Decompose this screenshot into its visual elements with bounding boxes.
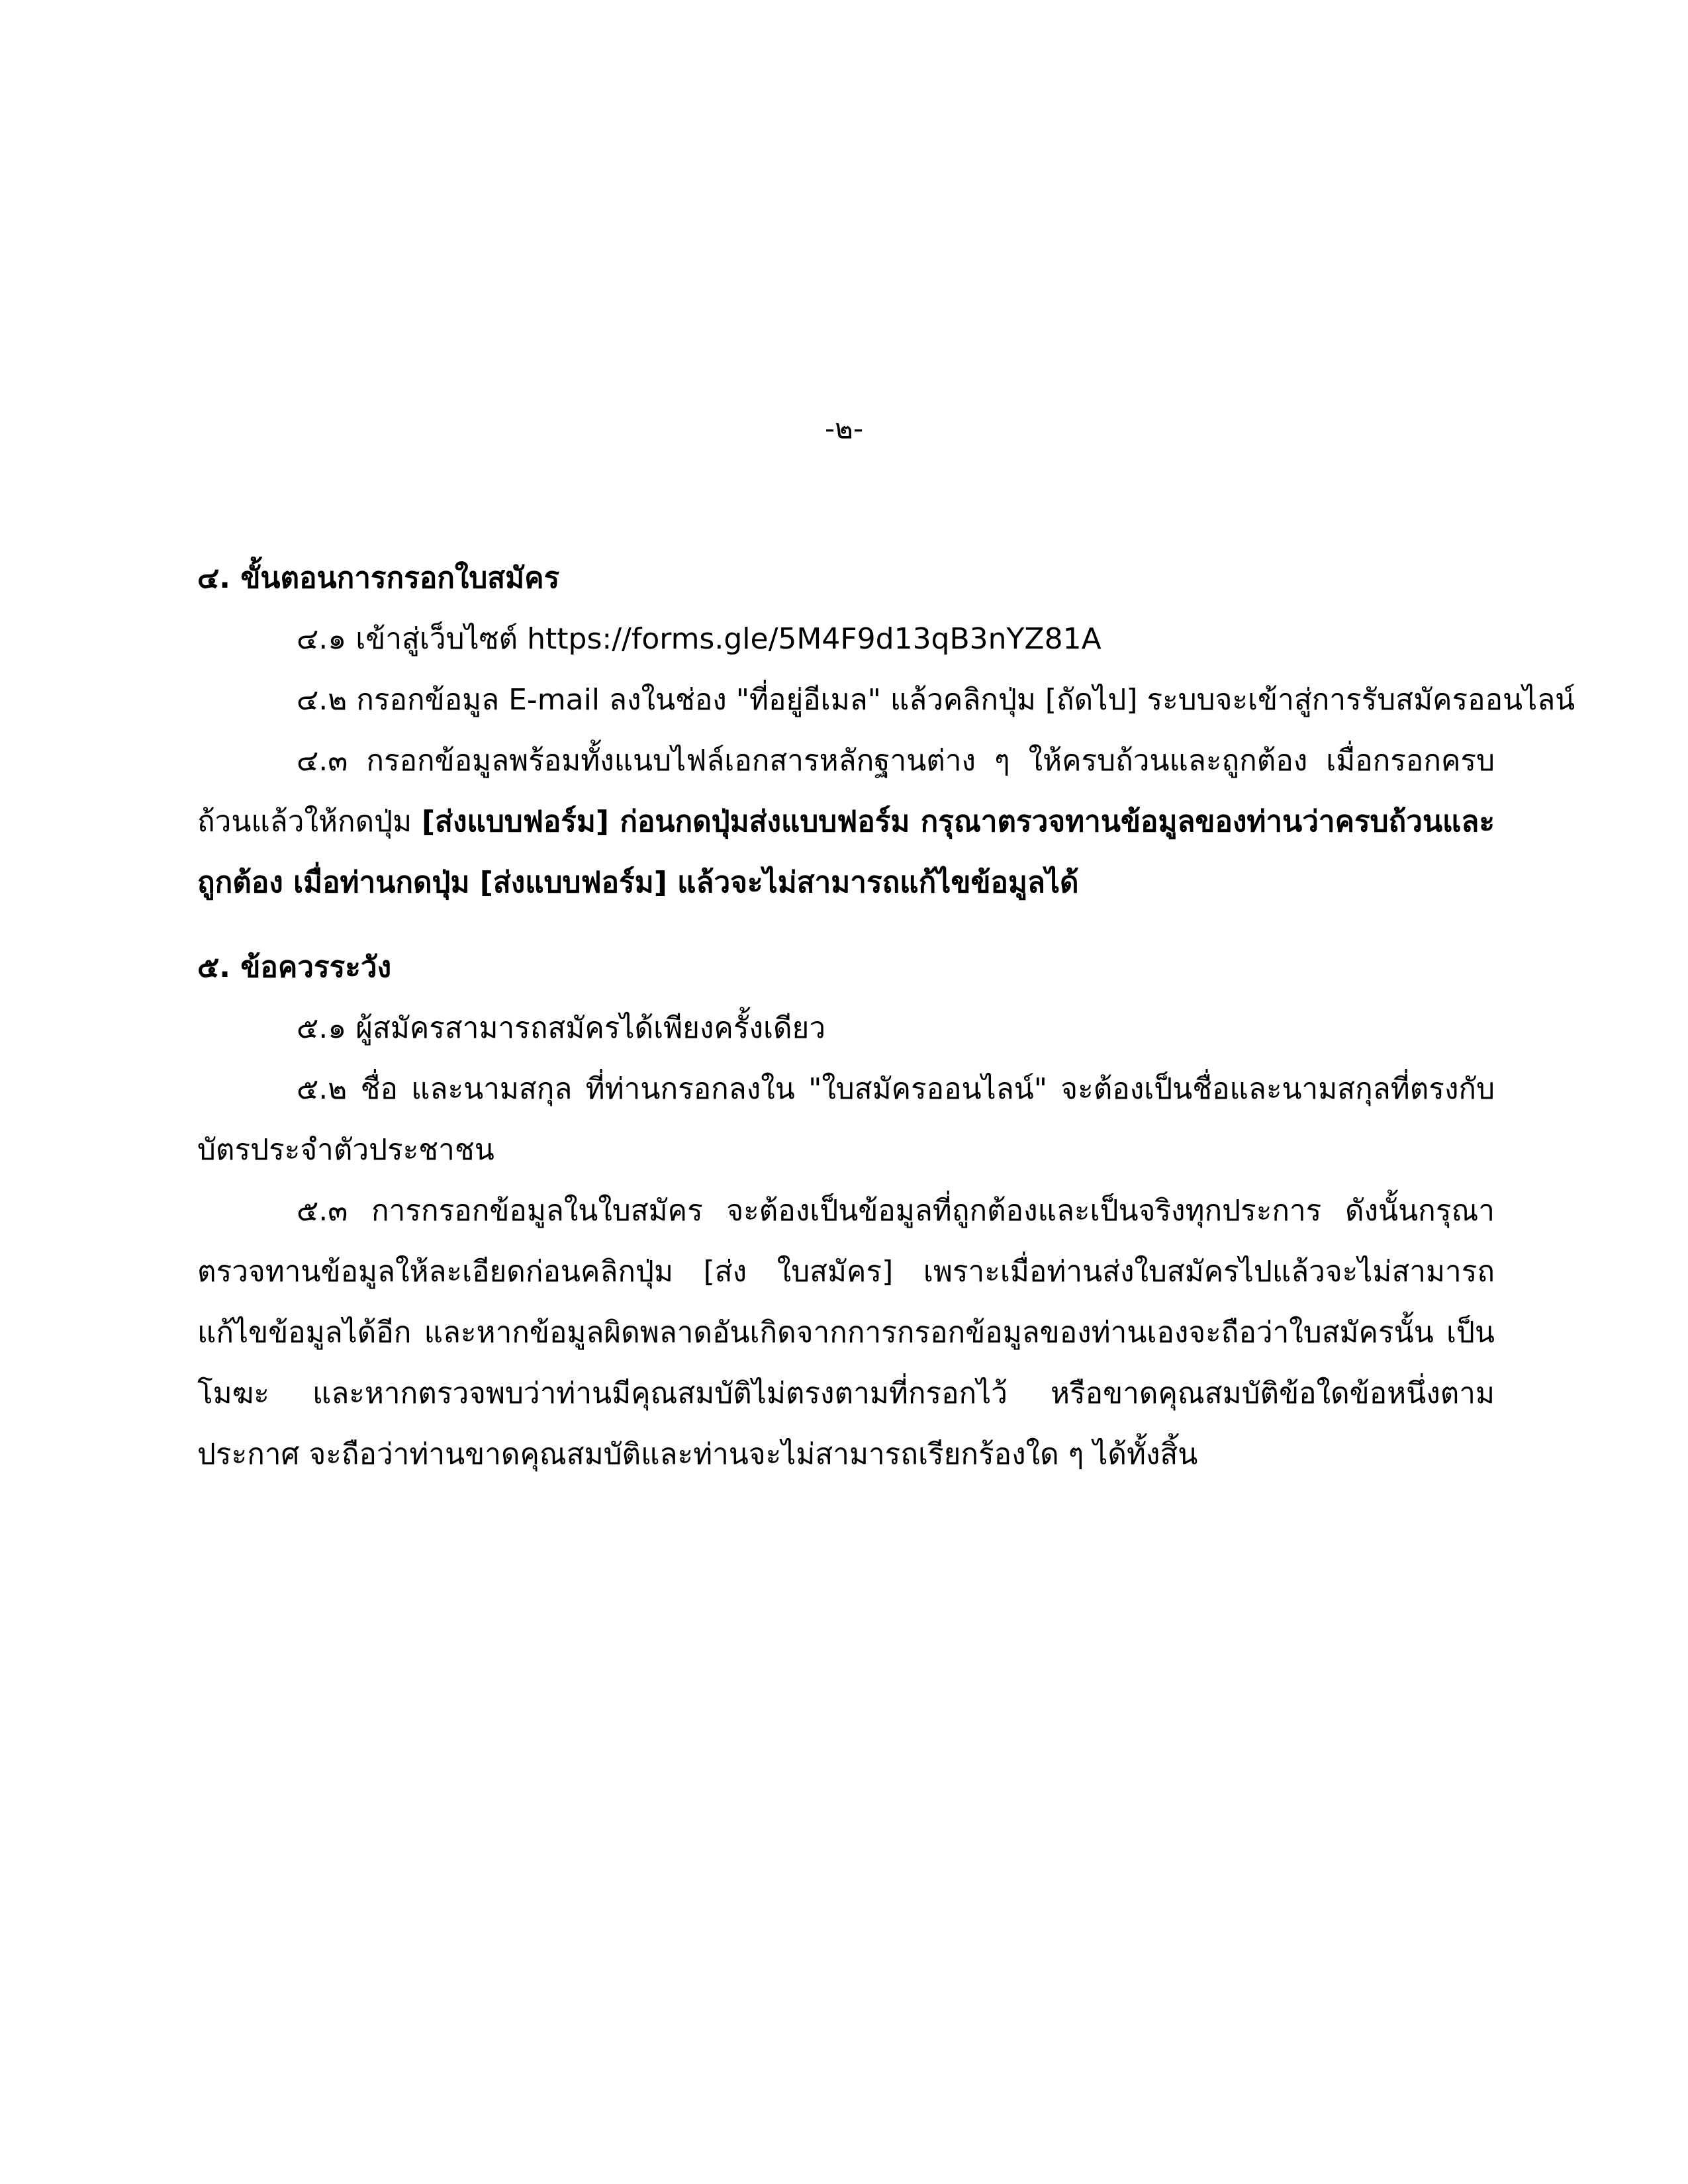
page-number: -๒- <box>825 412 863 445</box>
section-5-item-2: ๕.๒ ชื่อ และนามสกุล ที่ท่านกรอกลงใน "ใบสมัครออนไลน์" จะต้องเป็นชื่อและนามสกุลที่ตรงกับบัตรประจำตัวประชาชน <box>197 1072 1495 1167</box>
section-5-item-3: ๕.๓ การกรอกข้อมูลในใบสมัคร จะต้องเป็นข้อมูลที่ถูกต้องและเป็นจริงทุกประการ ดังนั้นกรุณาตรวจทานข้อมูลให้ละเอียดก่อนคลิกปุ่ม [ส่ง ใบสมัคร] เพราะเมื่อท่านส่งใบสมัครไปแล้วจะไม่สามารถแก้ไขข้อมูลได้อีก และหากข้อมูลผิดพลาดอันเกิดจากการกรอกข้อมูลของท่านเองจะถือว่าใบสมัครนั้น เป็นโมฆะ และหากตรวจพบว่าท่านมีคุณสมบัติไม่ตรงตามที่กรอกไว้ หรือขาดคุณสมบัติข้อใดข้อหนึ่งตามประกาศ จะถือว่าท่านขาดคุณสมบัติและท่านจะไม่สามารถเรียกร้องใด ๆ ได้ทั้งสิ้น <box>197 1194 1495 1471</box>
section-4-item-3 <box>197 731 1495 913</box>
document-body <box>197 548 1575 1485</box>
section-4-item-1 <box>197 609 1495 670</box>
section-spacer <box>197 913 1495 937</box>
section-4-item-2: ๔.๒ กรอกข้อมูล E-mail ลงในช่อง "ที่อยู่อีเมล" แล้วคลิกปุ่ม [ถัดไป] ระบบจะเข้าสู่การรับสมัครออนไลน์ <box>297 683 1575 717</box>
section-4-heading: ๔. ขั้นตอนการกรอกใบสมัคร <box>197 561 560 595</box>
section-5-item-1: ๕.๑ ผู้สมัครสามารถสมัครได้เพียงครั้งเดียว <box>297 1011 826 1045</box>
application-form-link[interactable]: https://forms.gle/5M4F9d13qB3nYZ81A <box>527 622 1102 656</box>
section-5-heading: ๕. ข้อควรระวัง <box>197 950 392 984</box>
section-4-item-3-text: ๔.๓ กรอกข้อมูลพร้อมทั้งแนบไฟล์เอกสารหลักฐานต่าง ๆ ให้ครบถ้วนและถูกต้อง เมื่อกรอกครบถ้วนแล้วให้กดปุ่ม <box>197 744 1495 839</box>
section-4-item-3-warning: [ส่งแบบฟอร์ม] ก่อนกดปุ่มส่งแบบฟอร์ม กรุณาตรวจทานข้อมูลของท่านว่าครบถ้วนและถูกต้อง เมื่อท่านกดปุ่ม [ส่งแบบฟอร์ม] แล้วจะไม่สามารถแก้ไขข้อมูลได้ <box>197 805 1495 899</box>
section-4-item-1-text: ๔.๑ เข้าสู่เว็บไซต์ <box>297 622 528 656</box>
